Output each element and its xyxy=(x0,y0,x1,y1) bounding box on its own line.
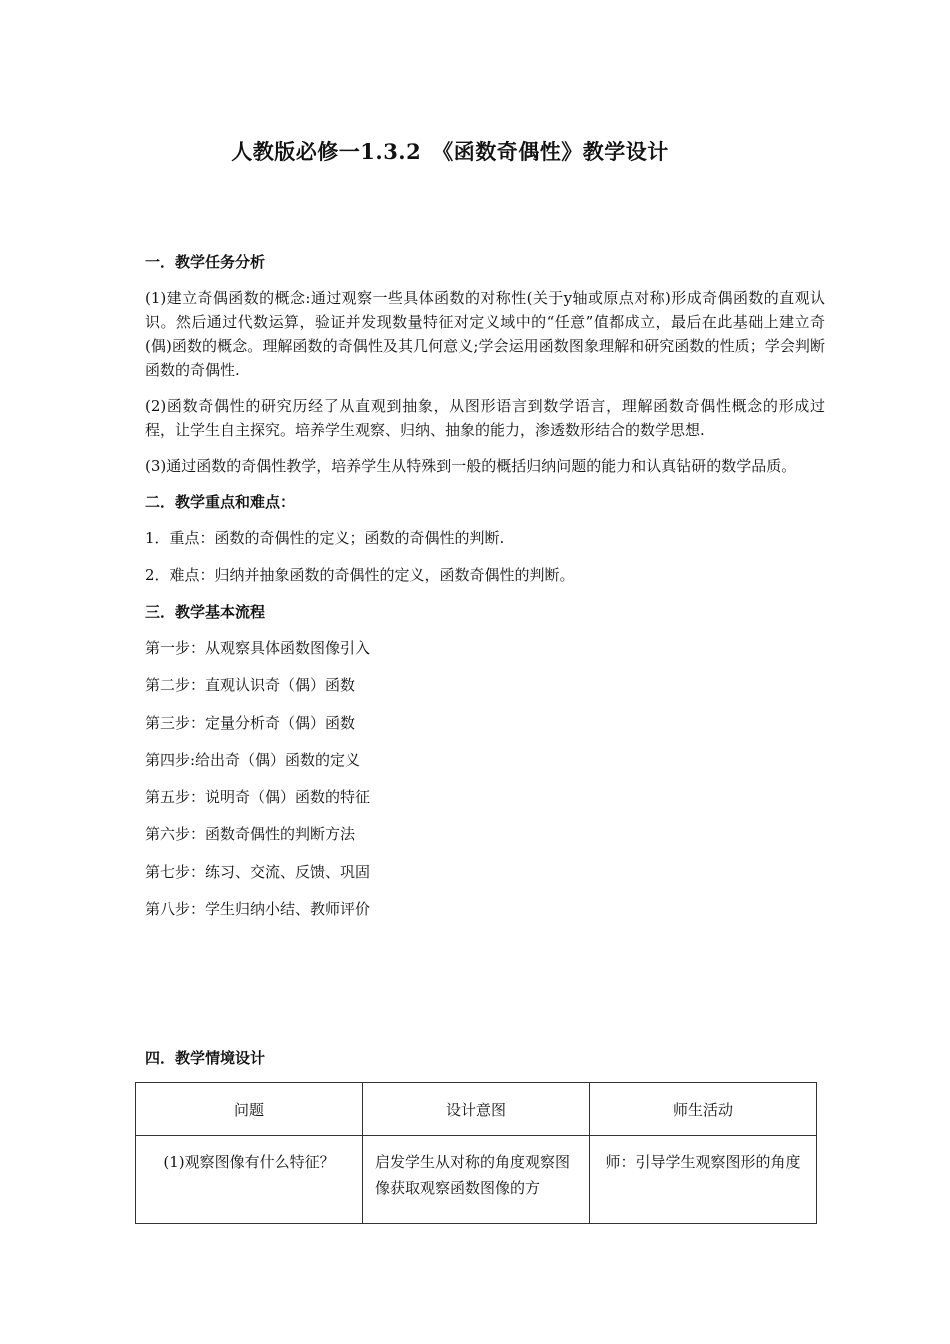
column-header: 师生活动 xyxy=(590,1083,817,1136)
key-point-item: 1．重点：函数的奇偶性的定义；函数的奇偶性的判断. xyxy=(145,529,505,547)
flow-step: 第四步:给出奇（偶）函数的定义 xyxy=(145,750,361,769)
flow-step: 第八步：学生归纳小结、教师评价 xyxy=(145,900,371,919)
flow-step: 第三步：定量分析奇（偶）函数 xyxy=(145,713,356,732)
column-header: 设计意图 xyxy=(363,1083,590,1136)
section-heading-flow: 三．教学基本流程 xyxy=(145,603,266,621)
paragraph: (3)通过函数的奇偶性教学，培养学生从特殊到一般的概括归纳问题的能力和认真钻研的数学品质。 xyxy=(145,457,797,475)
flow-step: 第一步：从观察具体函数图像引入 xyxy=(145,639,371,657)
column-header: 问题 xyxy=(136,1083,363,1136)
flow-step: 第五步：说明奇（偶）函数的特征 xyxy=(145,788,371,807)
flow-step: 第二步：直观认识奇（偶）函数 xyxy=(145,676,356,695)
paragraph: (2)函数奇偶性的研究历经了从直观到抽象，从图形语言到数学语言，理解函数奇偶性概念的形成过程，让学生自主探究。培养学生观察、归纳、抽象的能力，渗透数形结合的数学思想. xyxy=(145,397,825,439)
situation-design-table xyxy=(135,1082,817,1224)
table-cell: 启发学生从对称的角度观察图像获取观察函数图像的方 xyxy=(363,1136,590,1224)
table-header-row xyxy=(136,1083,817,1136)
document-title: 人教版必修一1.3.2 《函数奇偶性》教学设计 xyxy=(231,139,669,164)
section-heading-task-analysis: 一．教学任务分析 xyxy=(145,253,266,271)
flow-step: 第七步：练习、交流、反馈、巩固 xyxy=(145,862,371,881)
table-cell: 师：引导学生观察图形的角度 xyxy=(590,1136,817,1224)
table-row xyxy=(136,1136,817,1224)
paragraph: (1)建立奇偶函数的概念:通过观察一些具体函数的对称性(关于y轴或原点对称)形成奇偶函数的直观认识。然后通过代数运算，验证并发现数量特征对定义域中的“任意”值都成立，最后在此基础上建立奇(偶)函数的概念。理解函数的奇偶性及其几何意义;学会运用函数图象理解和研究函数的性质；学会判断函数的奇偶性. xyxy=(145,289,825,379)
document-body xyxy=(145,250,825,934)
section-heading-situation-design: 四．教学情境设计 xyxy=(145,1049,266,1067)
difficulty-item: 2．难点：归纳并抽象函数的奇偶性的定义，函数奇偶性的判断。 xyxy=(145,566,575,584)
flow-step: 第六步：函数奇偶性的判断方法 xyxy=(145,825,356,844)
table-cell: (1)观察图像有什么特征？ xyxy=(136,1136,363,1224)
section-heading-key-points: 二．教学重点和难点： xyxy=(145,493,296,511)
